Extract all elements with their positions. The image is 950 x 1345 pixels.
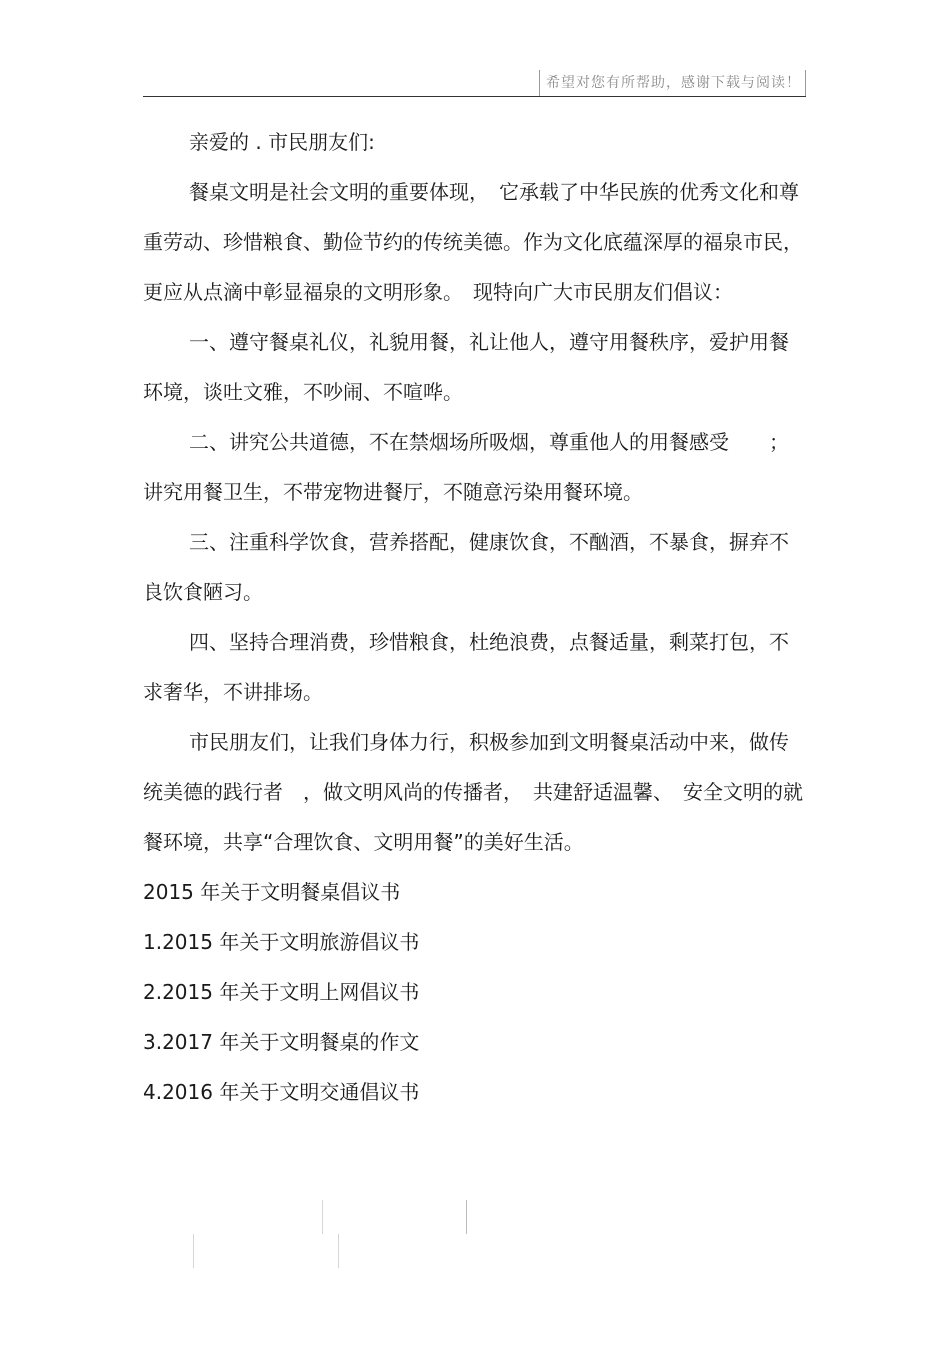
- greeting: 亲爱的 . 市民朋友们:: [189, 130, 375, 154]
- related-link-1[interactable]: 1.2015 年关于文明旅游倡议书: [143, 930, 420, 954]
- header-rule: [143, 96, 806, 97]
- paragraph-item-4: 四、坚持合理消费，珍惜粮食，杜绝浪费，点餐适量，剩菜打包，不求奢华，不讲排场。: [143, 630, 789, 704]
- related-link-3[interactable]: 3.2017 年关于文明餐桌的作文: [143, 1030, 420, 1054]
- scan-artifact-line: [338, 1234, 339, 1268]
- paragraph-item-3: 三、注重科学饮食，营养搭配，健康饮食，不酗酒，不暴食，摒弃不良饮食陋习。: [143, 530, 789, 604]
- related-link-2[interactable]: 2.2015 年关于文明上网倡议书: [143, 980, 420, 1004]
- doc-title: 2015 年关于文明餐桌倡议书: [143, 880, 401, 904]
- scan-artifact-line: [466, 1200, 467, 1234]
- scan-artifact-line: [322, 1200, 323, 1234]
- document-body: [143, 117, 813, 1117]
- paragraph-item-1: 一、遵守餐桌礼仪，礼貌用餐，礼让他人，遵守用餐秩序，爱护用餐环境，谈吐文雅，不吵闹、不喧哗。: [143, 330, 789, 404]
- scan-artifact-line: [193, 1234, 194, 1268]
- related-link-4[interactable]: 4.2016 年关于文明交通倡议书: [143, 1080, 420, 1104]
- paragraph-closing: 市民朋友们，让我们身体力行，积极参加到文明餐桌活动中来，做传统美德的践行者 ，做文明风尚的传播者， 共建舒适温馨、 安全文明的就餐环境，共享“合理饮食、文明用餐”的美好生活。: [143, 730, 803, 854]
- paragraph-item-2: 二、讲究公共道德，不在禁烟场所吸烟，尊重他人的用餐感受 ；讲究用餐卫生，不带宠物进餐厅，不随意污染用餐环境。: [143, 430, 789, 504]
- paragraph-intro: 餐桌文明是社会文明的重要体现， 它承载了中华民族的优秀文化和尊重劳动、珍惜粮食、勤俭节约的传统美德。作为文化底蕴深厚的福泉市民， 更应从点滴中彰显福泉的文明形象。 现特向广大市民朋友们倡议：: [143, 180, 813, 304]
- header-note: 希望对您有所帮助，感谢下载与阅读！: [539, 70, 806, 96]
